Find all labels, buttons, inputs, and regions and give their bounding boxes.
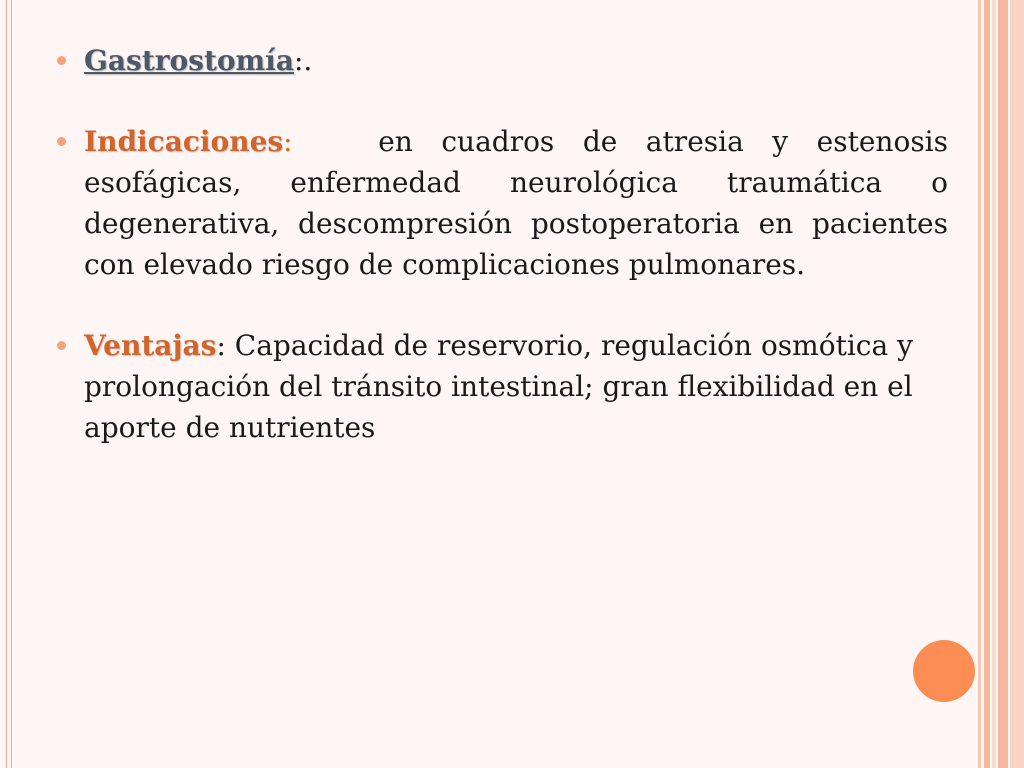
bullet-text: Capacidad de reservorio, regulación osmótica y prolongación del tránsito intestinal; gran flexibilidad en el aporte de nutrientes bbox=[84, 329, 913, 444]
left-border-frame bbox=[6, 0, 12, 768]
bullet-separator: : bbox=[283, 125, 293, 158]
right-decorative-stripe bbox=[998, 0, 1008, 768]
bullet-dot-icon bbox=[57, 56, 66, 65]
bullet-term: Gastrostomía bbox=[84, 44, 294, 77]
bullet-list bbox=[52, 40, 948, 448]
right-decorative-stripe bbox=[1010, 0, 1024, 768]
right-decorative-stripe bbox=[984, 0, 990, 768]
bullet-term: Indicaciones bbox=[84, 125, 284, 158]
bullet-ventajas bbox=[52, 325, 948, 448]
bullet-indicaciones bbox=[52, 121, 948, 285]
right-decorative-stripe bbox=[992, 0, 996, 768]
bullet-dot-icon bbox=[57, 341, 66, 350]
right-decorative-stripe bbox=[978, 0, 981, 768]
bullet-separator: : bbox=[216, 329, 226, 362]
bullet-separator: :. bbox=[293, 44, 313, 77]
bullet-gastrostomia bbox=[52, 40, 948, 81]
bullet-dot-icon bbox=[57, 137, 66, 146]
bullet-term: Ventajas bbox=[84, 329, 217, 362]
bullet-text: en cuadros de atresia y estenosis esofágicas, enfermedad neurológica traumática o degenerativa, descompresión postoperatoria en pacientes con elevado riesgo de complicaciones pulmonares. bbox=[84, 125, 949, 281]
decorative-circle bbox=[913, 640, 975, 702]
